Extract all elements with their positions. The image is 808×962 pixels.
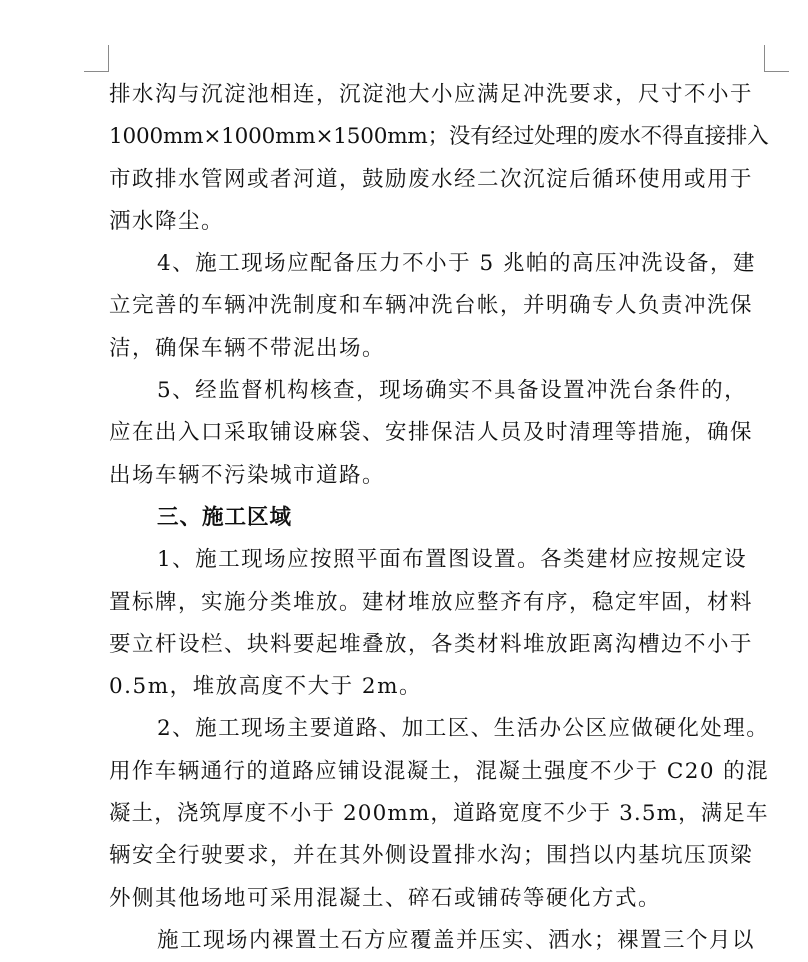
text-line: 5、经监督机构核查，现场确实不具备设置冲洗台条件的， xyxy=(157,378,748,404)
document-body[interactable] xyxy=(109,74,769,962)
text-line: 外侧其他场地可采用混凝土、碎石或铺砖等硬化方式。 xyxy=(109,885,662,911)
section-heading: 三、施工区域 xyxy=(157,504,293,530)
text-line: 洁，确保车辆不带泥出场。 xyxy=(109,335,386,361)
text-line: 2、施工现场主要道路、加工区、生活办公区应做硬化处理。 xyxy=(157,716,770,742)
text-line: 要立杆设栏、块料要起堆叠放，各类材料堆放距离沟槽边不小于 xyxy=(109,631,754,657)
page-corner-mark-top-left xyxy=(84,45,109,72)
page-corner-mark-top-right xyxy=(764,45,789,72)
text-line: 凝土，浇筑厚度不小于 200mm，道路宽度不少于 3.5m，满足车 xyxy=(109,801,769,827)
text-line: 0.5m，堆放高度不大于 2m。 xyxy=(109,674,422,700)
text-line: 4、施工现场应配备压力不小于 5 兆帕的高压冲洗设备，建 xyxy=(157,251,757,277)
text-line: 立完善的车辆冲洗制度和车辆冲洗台帐，并明确专人负责冲洗保 xyxy=(109,293,754,319)
text-line: 出场车辆不污染城市道路。 xyxy=(109,462,386,488)
text-line: 用作车辆通行的道路应铺设混凝土，混凝土强度不少于 C20 的混 xyxy=(109,758,769,784)
text-line: 置标牌，实施分类堆放。建材堆放应整齐有序，稳定牢固，材料 xyxy=(109,589,754,615)
text-line: 市政排水管网或者河道，鼓励废水经二次沉淀后循环使用或用于 xyxy=(109,166,754,192)
text-line: 排水沟与沉淀池相连，沉淀池大小应满足冲洗要求，尺寸不小于 xyxy=(109,82,754,107)
text-line: 洒水降尘。 xyxy=(109,208,225,234)
text-line: 1、施工现场应按照平面布置图设置。各类建材应按规定设 xyxy=(157,547,748,573)
text-line: 辆安全行驶要求，并在其外侧设置排水沟；围挡以内基坑压顶梁 xyxy=(109,843,754,869)
text-line: 1000mm×1000mm×1500mm；没有经过处理的废水不得直接排入 xyxy=(109,124,769,150)
text-line: 应在出入口采取铺设麻袋、安排保洁人员及时清理等措施，确保 xyxy=(109,420,754,446)
text-line: 施工现场内裸置土石方应覆盖并压实、洒水；裸置三个月以 xyxy=(157,927,756,953)
